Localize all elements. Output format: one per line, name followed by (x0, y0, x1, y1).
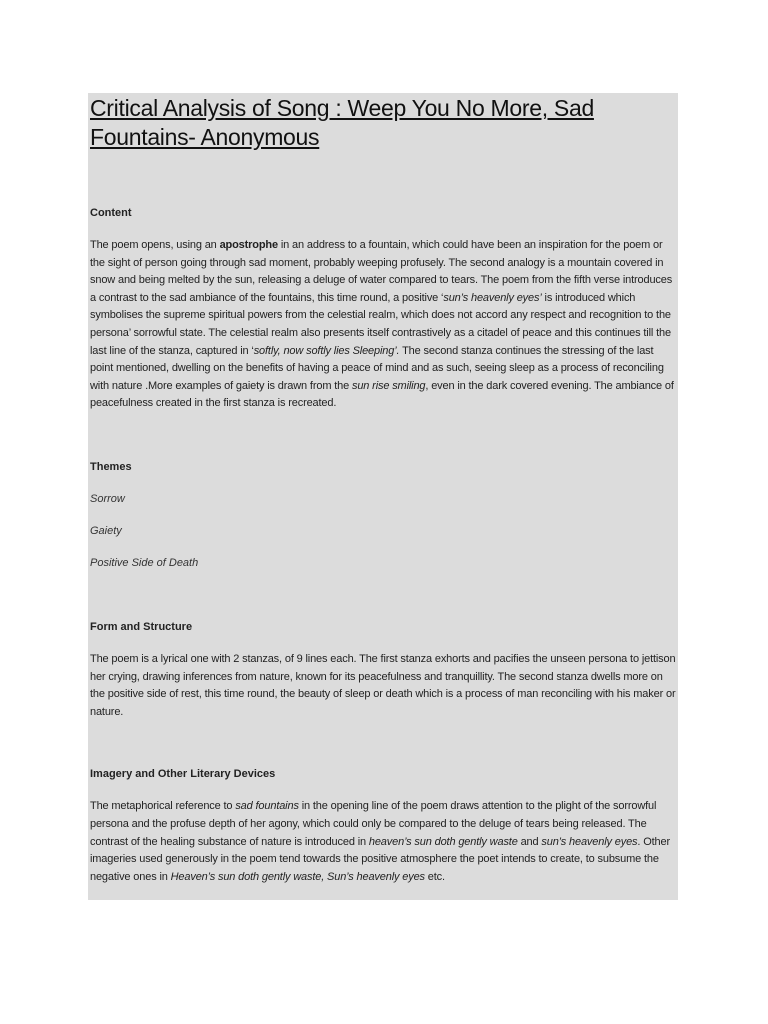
document-content (90, 93, 678, 886)
section-heading-themes: Themes (90, 460, 132, 473)
theme-item: Gaiety (90, 524, 122, 537)
document-page (88, 93, 678, 900)
theme-item: Positive Side of Death (90, 556, 199, 569)
theme-item: Sorrow (90, 492, 125, 505)
section-heading-imagery: Imagery and Other Literary Devices (90, 768, 276, 781)
imagery-paragraph: The metaphorical reference to sad fountains in the opening line of the poem draws attention to the plight of the sorrowful persona and the profuse depth of her agony, which could only be compared to the deluge of tears being released. The contrast of the healing substance of nature is introduced in heaven’s sun doth gently waste and sun’s heavenly eyes. Other imageries used generously in the poem tend towards the positive atmosphere the poet intends to create, to subsume the negative ones in Heaven’s sun doth gently waste, Sun’s heavenly eyes etc. (90, 800, 670, 883)
content-paragraph: The poem opens, using an apostrophe in an address to a fountain, which could have been an inspiration for the poem or the sight of person going through sad moment, probably weeping profusely. The second analogy is a mountain covered in snow and being melted by the sun, releasing a deluge of water compared to tears. The poem from the fifth verse introduces a contrast to the sad ambiance of the fountains, this time round, a positive ‘sun’s heavenly eyes’ is introduced which symbolises the supreme spiritual powers from the celestial realm, which does not accord any respect and recognition to the persona’ sorrowful state. The celestial realm also presents itself contrastively as a citadel of peace and this continues till the last line of the stanza, captured in ‘softly, now softly lies Sleeping’. The second stanza continues the stressing of the last point mentioned, dwelling on the benefits of having a peace of mind and as such, seeing sleep as a process of reconciling with nature .More examples of gaiety is drawn from the sun rise smiling, even in the dark covered evening. The ambiance of peacefulness created in the first stanza is recreated. (90, 239, 674, 410)
section-heading-content: Content (90, 207, 132, 219)
form-paragraph: The poem is a lyrical one with 2 stanzas, of 9 lines each. The first stanza exhorts and pacifies the unseen persona to jettison her crying, drawing inferences from nature, known for its peacefulness and tranquillity. The second stanza dwells more on the positive side of rest, this time round, the beauty of sleep or death which is a process of man reconciling with his maker or nature. (90, 652, 676, 718)
section-heading-form: Form and Structure (90, 620, 193, 633)
page-title: Critical Analysis of Song : Weep You No More, Sad Fountains- Anonymous (90, 95, 594, 150)
